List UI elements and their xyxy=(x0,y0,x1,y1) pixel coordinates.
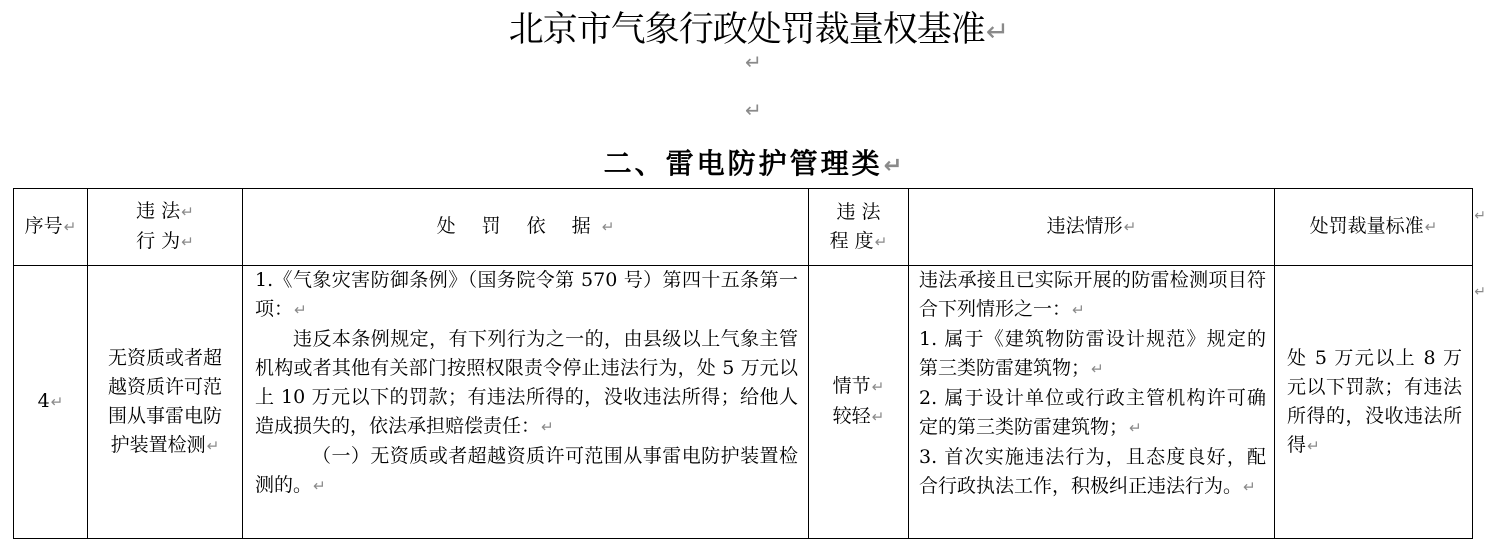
paragraph-mark: ↵ xyxy=(313,477,326,495)
table-header-row xyxy=(14,189,1473,266)
paragraph-mark: ↵ xyxy=(50,393,64,411)
paragraph-mark: ↵ xyxy=(1307,436,1320,455)
basis-paragraph-1: 1.《气象灾害防御条例》（国务院令第 570 号）第四十五条第一项：↵ xyxy=(255,269,798,320)
paragraph-mark: ↵ xyxy=(871,408,885,426)
paragraph-mark: ↵ xyxy=(745,98,762,122)
paragraph-mark: ↵ xyxy=(874,232,888,251)
paragraph-mark: ↵ xyxy=(601,218,615,236)
header-basis: 处 罚 依 据↵ xyxy=(243,189,809,266)
header-no: 序号↵ xyxy=(14,189,88,266)
header-degree: 违 法 程 度↵ xyxy=(809,189,909,266)
paragraph-mark: ↵ xyxy=(985,15,1009,48)
situation-item-1: 1. 属于《建筑物防雷设计规范》规定的第三类防雷建筑物；↵ xyxy=(919,328,1266,379)
cell-basis xyxy=(243,266,809,539)
cell-no: 4↵ xyxy=(14,266,88,539)
cell-standard: 处 5 万元以上 8 万元以下罚款；有违法所得的，没收违法所得↵ xyxy=(1275,266,1473,539)
section-title: 二、雷电防护管理类↵ xyxy=(603,147,906,180)
penalty-table xyxy=(13,188,1473,539)
paragraph-mark: ↵ xyxy=(181,203,194,221)
document-title: 北京市气象行政处罚裁量权基准↵ xyxy=(508,10,1009,50)
paragraph-mark: ↵ xyxy=(63,218,77,236)
situation-intro: 违法承接且已实际开展的防雷检测项目符合下列情形之一：↵ xyxy=(919,269,1266,320)
cell-situation xyxy=(909,266,1275,539)
paragraph-mark: ↵ xyxy=(541,418,554,436)
paragraph-mark: ↵ xyxy=(745,50,762,74)
paragraph-mark: ↵ xyxy=(1129,419,1142,437)
paragraph-mark: ↵ xyxy=(294,301,307,319)
paragraph-mark: ↵ xyxy=(1123,218,1137,236)
paragraph-mark: ↵ xyxy=(1091,360,1104,378)
situation-item-2: 2. 属于设计单位或行政主管机构许可确定的第三类防雷建筑物；↵ xyxy=(919,387,1266,438)
paragraph-mark: ↵ xyxy=(871,378,885,396)
cell-degree: 情节↵ 较轻↵ xyxy=(809,266,909,539)
paragraph-mark: ↵ xyxy=(1072,301,1085,319)
table-row xyxy=(14,266,1473,539)
paragraph-mark: ↵ xyxy=(1424,218,1438,236)
basis-paragraph-2: 违反本条例规定，有下列行为之一的，由县级以上气象主管机构或者其他有关部门按照权限责令停止违法行为，处 5 万元以上 10 万元以下的罚款；有违法所得的，没收违法所得；给他人造成损失的，依法承担赔偿责任：↵ xyxy=(255,328,798,437)
paragraph-mark: ↵ xyxy=(1474,284,1486,300)
situation-item-3: 3. 首次实施违法行为，且态度良好，配合行政执法工作，积极纠正违法行为。↵ xyxy=(919,446,1266,497)
paragraph-mark: ↵ xyxy=(206,436,220,455)
header-act: 违 法↵ 行 为↵ xyxy=(88,189,243,266)
basis-paragraph-3: （一）无资质或者超越资质许可范围从事雷电防护装置检测的。↵ xyxy=(255,445,798,496)
paragraph-mark: ↵ xyxy=(1243,478,1256,496)
cell-act: 无资质或者超越资质许可范围从事雷电防护装置检测↵ xyxy=(88,266,243,539)
paragraph-mark: ↵ xyxy=(1474,208,1486,224)
paragraph-mark: ↵ xyxy=(181,233,194,251)
header-situation: 违法情形↵ xyxy=(909,189,1275,266)
header-standard: 处罚裁量标准↵ xyxy=(1275,189,1473,266)
paragraph-mark: ↵ xyxy=(883,153,906,179)
